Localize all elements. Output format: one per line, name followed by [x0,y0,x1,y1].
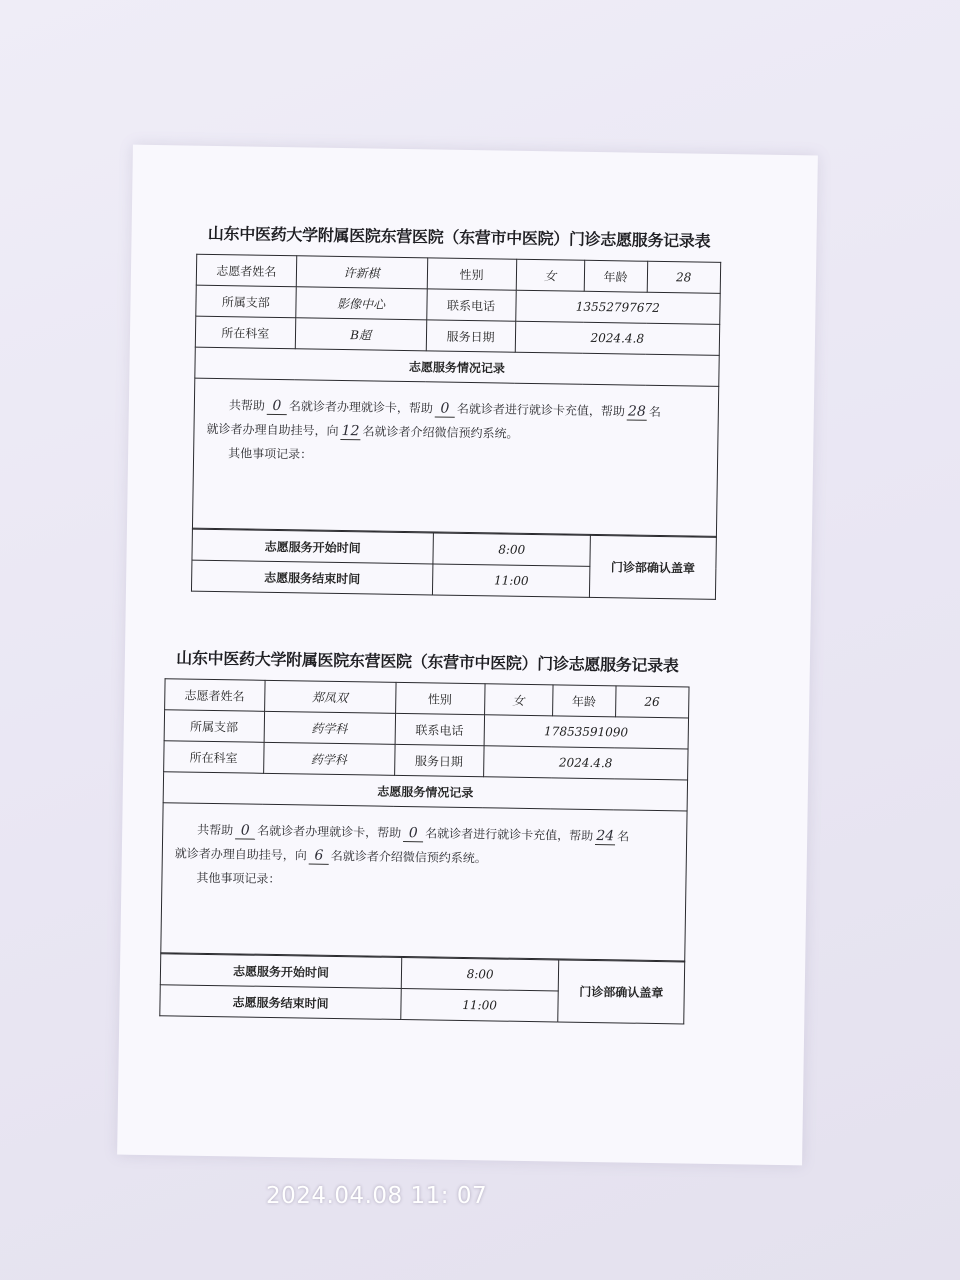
stamp-label: 门诊部确认盖章 [590,535,717,599]
end-time-value: 11:00 [401,989,559,1022]
phone-label: 联系电话 [395,713,485,745]
branch-value: 药学科 [264,711,395,744]
start-time-label: 志愿服务开始时间 [160,954,401,989]
gender-value: 女 [516,259,585,291]
start-time-value: 8:00 [401,958,559,991]
end-time-label: 志愿服务结束时间 [191,560,432,595]
end-time-value: 11:00 [432,564,590,597]
name-label: 志愿者姓名 [165,679,265,712]
date-label: 服务日期 [426,320,516,352]
age-value: 28 [647,261,721,293]
service-text: 名就诊者进行就诊卡充值，帮助 [425,826,594,843]
phone-label: 联系电话 [426,289,516,321]
service-time-table [159,953,685,1024]
section-heading: 志愿服务情况记录 [195,347,719,386]
photo-timestamp: 2024.04.08 11: 07 [266,1183,488,1209]
branch-label: 所属支部 [164,710,264,743]
service-text: 共帮助 [228,398,266,413]
phone-value: 17853591090 [484,715,689,749]
dept-value: 药学科 [263,742,394,775]
name-label: 志愿者姓名 [196,254,296,287]
service-text: 名就诊者办理就诊卡，帮助 [257,823,402,840]
dept-label: 所在科室 [164,741,264,774]
section-heading: 志愿服务情况记录 [163,772,687,811]
branch-label: 所属支部 [196,285,296,318]
recharge-count: 0 [435,400,455,417]
wechat-count: 12 [341,422,360,440]
service-text: 名就诊者介绍微信预约系统。 [362,424,519,441]
service-record-body [160,803,687,961]
service-text: 就诊者办理自助挂号，向 [174,846,307,863]
volunteer-record-form-1 [191,221,722,600]
gender-label: 性别 [427,258,517,290]
register-count: 24 [596,828,615,845]
stamp-label: 门诊部确认盖章 [558,960,685,1024]
service-text: 共帮助 [197,822,234,838]
service-text: 就诊者办理自助挂号，向 [206,421,339,438]
service-text: 名 [648,404,662,420]
end-time-label: 志愿服务结束时间 [160,985,401,1020]
volunteer-info-table [194,254,721,387]
register-count: 28 [627,403,646,420]
name-value: 郑凤双 [264,680,395,713]
service-time-table [191,529,717,600]
name-value: 许新棋 [296,256,427,289]
dept-value: B超 [295,318,426,351]
start-time-label: 志愿服务开始时间 [192,529,433,564]
age-label: 年龄 [552,685,615,717]
other-notes-label: 其他事项记录： [196,870,281,887]
date-label: 服务日期 [394,744,484,776]
card-count: 0 [235,822,255,839]
gender-label: 性别 [395,682,485,714]
service-text: 名就诊者办理就诊卡，帮助 [288,399,434,416]
date-value: 2024.4.8 [515,321,720,355]
dept-label: 所在科室 [195,316,295,349]
gender-value: 女 [484,684,553,716]
volunteer-record-form-2 [159,645,690,1024]
form-title: 山东中医药大学附属医院东营医院（东营市中医院）门诊志愿服务记录表 [176,648,679,676]
recharge-count: 0 [403,825,423,842]
card-count: 0 [267,398,287,415]
branch-value: 影像中心 [295,287,426,320]
service-text: 名就诊者进行就诊卡充值，帮助 [456,401,626,419]
age-label: 年龄 [584,260,647,292]
form-title: 山东中医药大学附属医院东营医院（东营市中医院）门诊志愿服务记录表 [207,223,711,251]
service-text: 名 [617,829,630,844]
wechat-count: 6 [309,848,329,865]
service-text: 名就诊者介绍微信预约系统。 [330,848,487,866]
volunteer-info-table [163,678,690,811]
age-value: 26 [615,686,689,718]
service-record-body [192,379,719,537]
other-notes-label: 其他事项记录： [228,446,313,462]
start-time-value: 8:00 [433,533,591,566]
date-value: 2024.4.8 [483,746,688,780]
paper-sheet [117,145,818,1166]
phone-value: 13552797672 [515,290,720,324]
